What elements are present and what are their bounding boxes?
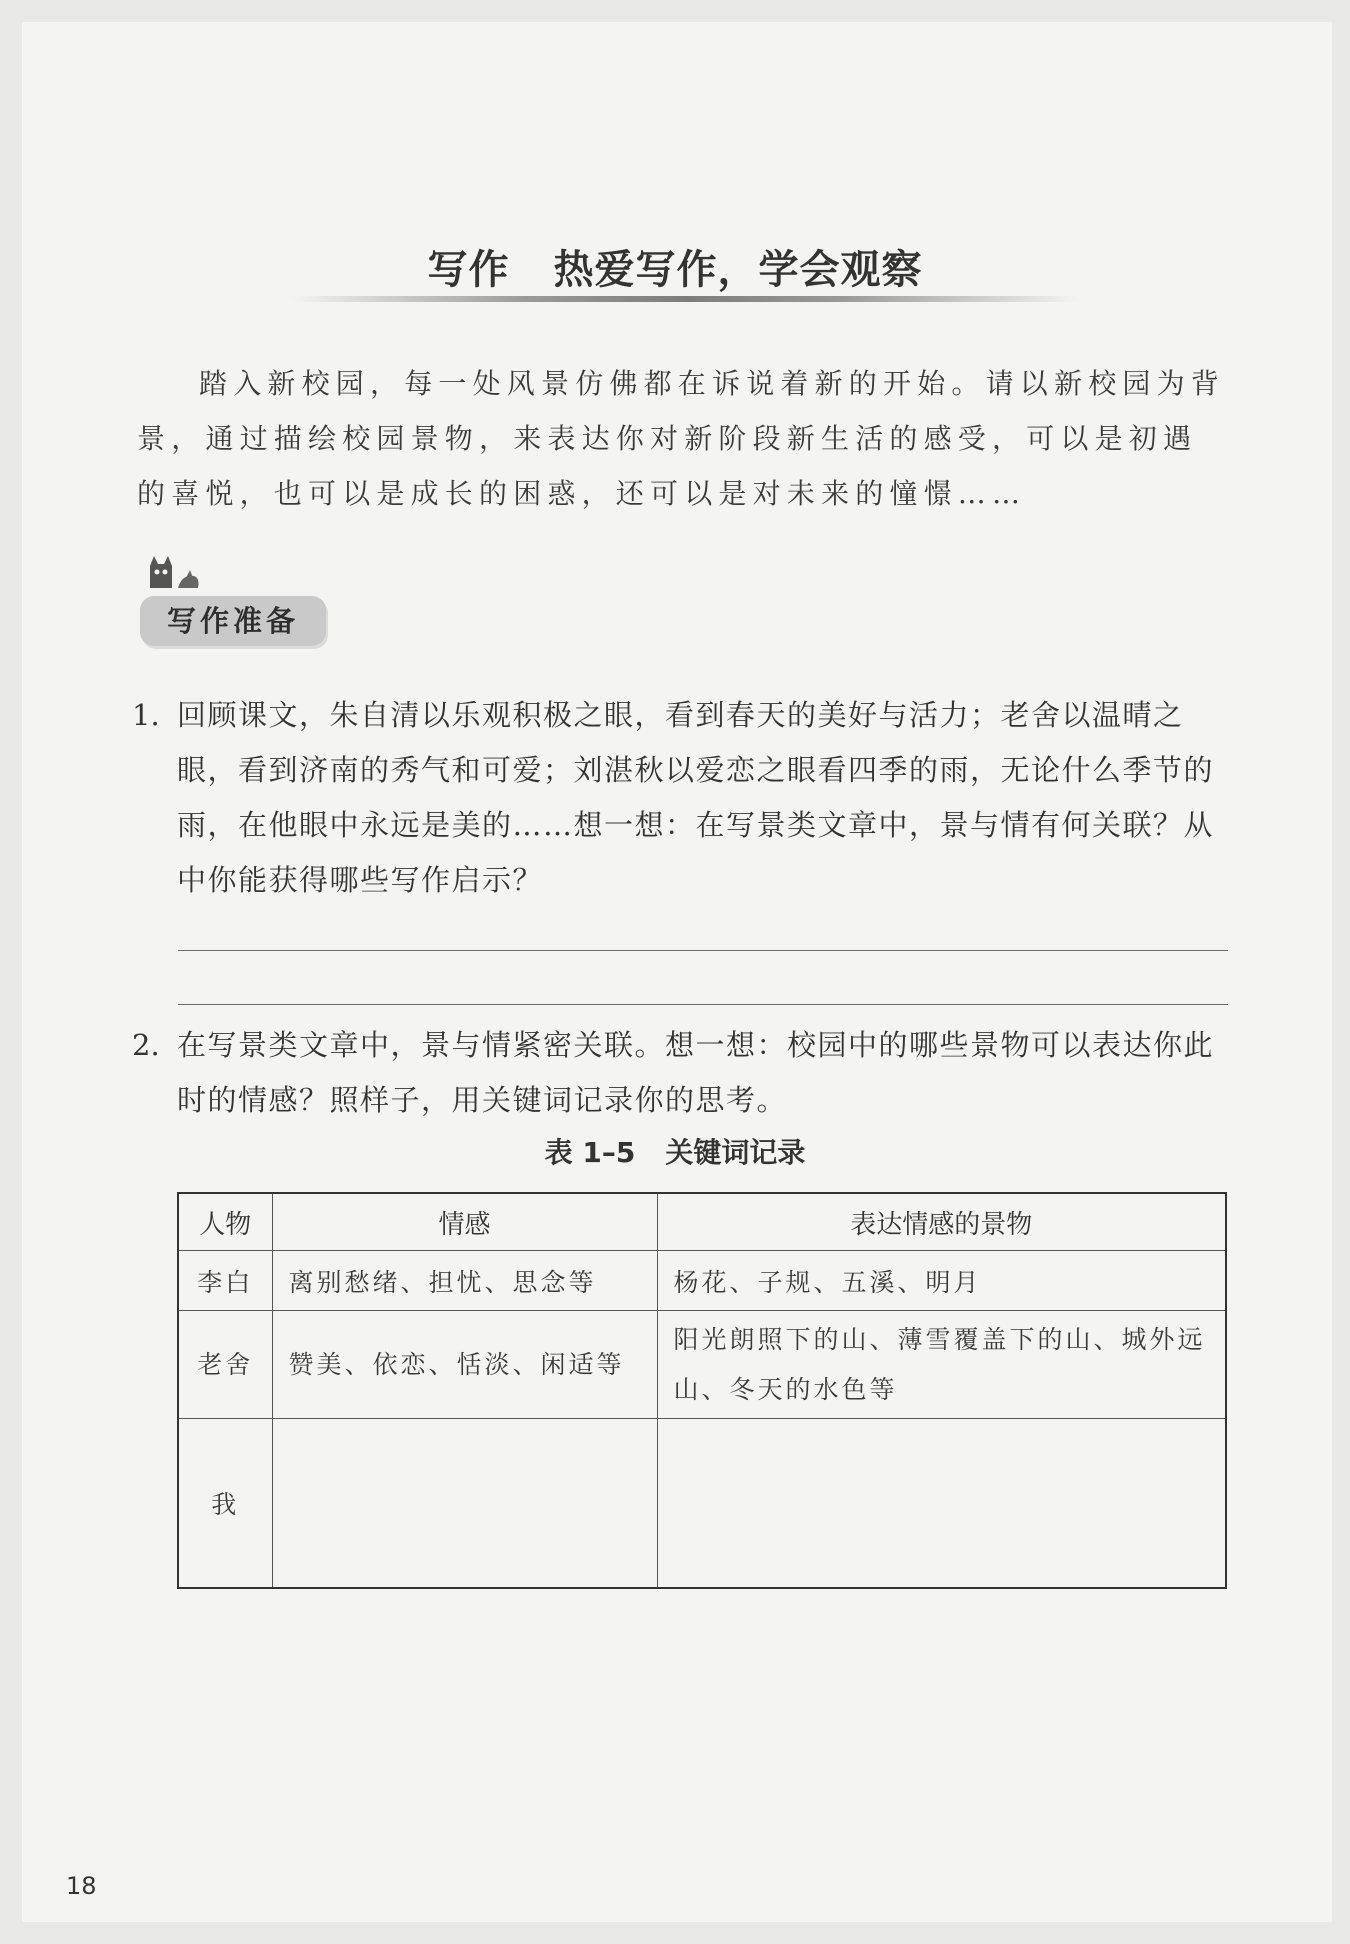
cell-emotion-blank[interactable]	[272, 1418, 657, 1588]
answer-line[interactable]	[178, 1004, 1228, 1005]
table-caption	[0, 1131, 1350, 1171]
header-person: 人物	[178, 1193, 272, 1251]
cell-scenery-blank[interactable]	[657, 1418, 1226, 1588]
question-text: 在写景类文章中，景与情紧密关联。想一想：校园中的哪些景物可以表达你此时的情感？照样子，用关键词记录你的思考。	[177, 1028, 1215, 1117]
page-number: 18	[66, 1872, 97, 1900]
header-scenery: 表达情感的景物	[657, 1193, 1226, 1251]
question-1	[132, 688, 1232, 908]
table-caption-number: 表 1–5	[544, 1136, 636, 1169]
table-row	[178, 1418, 1226, 1588]
cell-person: 我	[178, 1418, 272, 1588]
cell-emotion: 离别愁绪、担忧、思念等	[272, 1251, 657, 1311]
page	[22, 22, 1332, 1922]
question-number: 1.	[132, 698, 160, 732]
section-badge: 写作准备	[140, 596, 326, 646]
page-title	[0, 238, 1350, 295]
question-number: 2.	[132, 1028, 160, 1062]
cell-scenery: 阳光朗照下的山、薄雪覆盖下的山、城外远山、冬天的水色等	[657, 1311, 1226, 1419]
keyword-table	[177, 1192, 1227, 1589]
cell-person: 老舍	[178, 1311, 272, 1419]
title-part2: 热爱写作，学会观察	[553, 247, 923, 293]
intro-paragraph: 踏入新校园，每一处风景仿佛都在诉说着新的开始。请以新校园为背景，通过描绘校园景物，来表达你对新阶段新生活的感受，可以是初遇的喜悦，也可以是成长的困惑，还可以是对未来的憧憬……	[137, 367, 1226, 510]
table-row	[178, 1311, 1226, 1419]
header-emotion: 情感	[272, 1193, 657, 1251]
question-2	[132, 1018, 1232, 1128]
table-row	[178, 1251, 1226, 1311]
answer-line[interactable]	[178, 950, 1228, 951]
table-header-row	[178, 1193, 1226, 1251]
cell-scenery: 杨花、子规、五溪、明月	[657, 1251, 1226, 1311]
cat-mascot-icon	[146, 552, 202, 592]
cell-person: 李白	[178, 1251, 272, 1311]
title-underline	[290, 296, 1080, 302]
table-caption-title: 关键词记录	[665, 1136, 806, 1169]
question-text: 回顾课文，朱自清以乐观积极之眼，看到春天的美好与活力；老舍以温晴之眼，看到济南的秀气和可爱；刘湛秋以爱恋之眼看四季的雨，无论什么季节的雨，在他眼中永远是美的……想一想：在写景类文章中，景与情有何关联？从中你能获得哪些写作启示？	[177, 698, 1215, 897]
title-part1: 写作	[427, 247, 510, 293]
cell-emotion: 赞美、依恋、恬淡、闲适等	[272, 1311, 657, 1419]
